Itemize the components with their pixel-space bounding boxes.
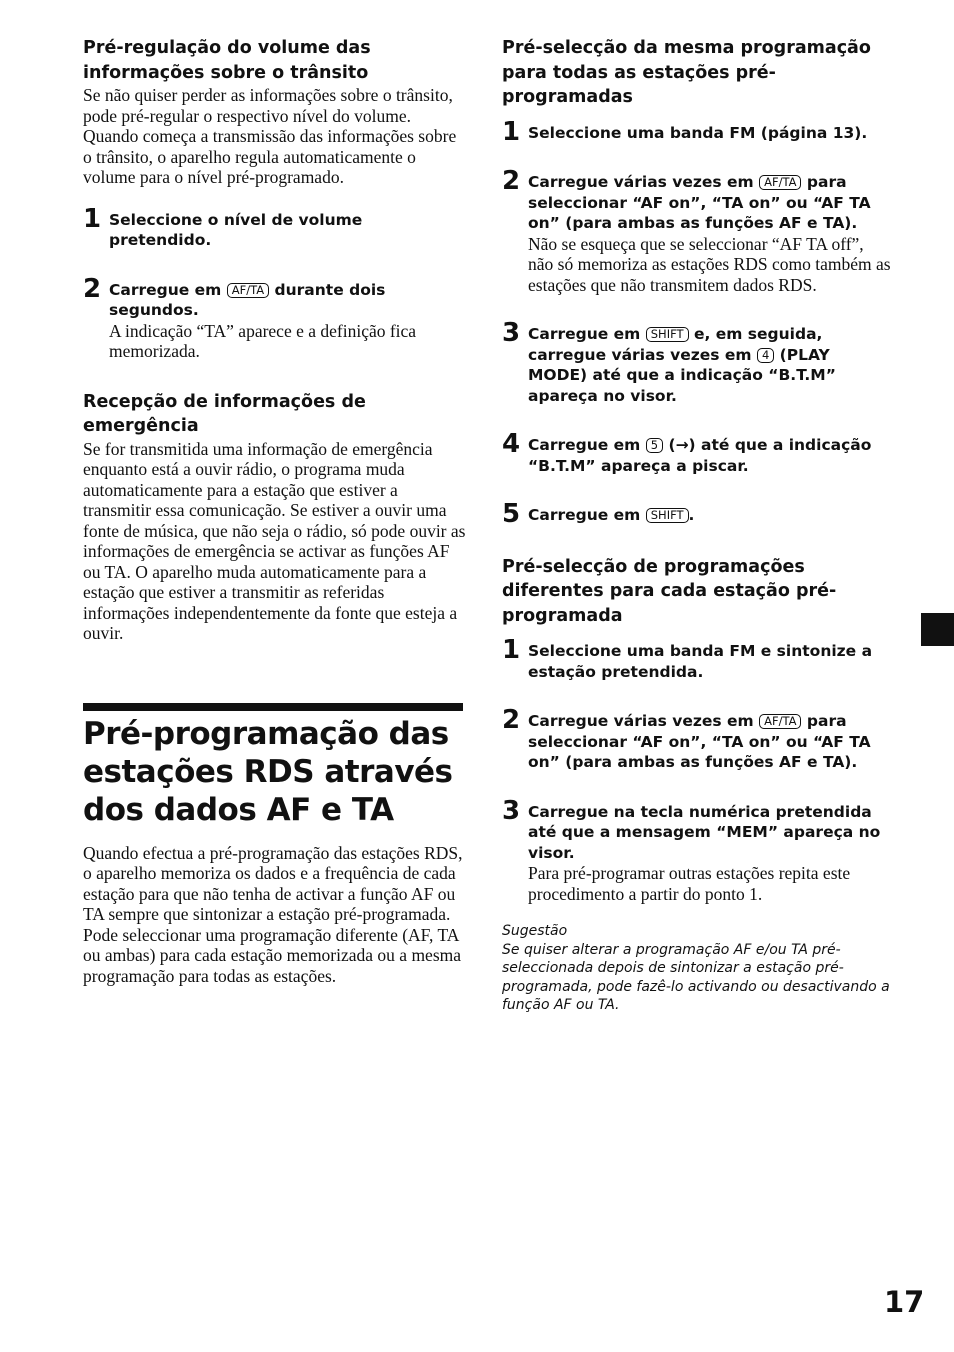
af-ta-key-icon: AF/TA bbox=[759, 714, 801, 729]
right-column bbox=[502, 36, 892, 1015]
tip-heading: Sugestão bbox=[502, 923, 568, 939]
intro-preset: Quando efectua a pré-programação das estações RDS, o aparelho memoriza os dados e a frequência de cada estação para que não tenha de activar a função AF ou TA sempre que sintonizar a estação pré-programada. Pode seleccionar uma programação diferente (AF, TA ou ambas) para cada estação memorizada ou a mesma programação para todas as estações. bbox=[83, 842, 463, 986]
tip-text: Se quiser alterar a programação AF e/ou TA pré-seleccionada depois de sintonizar a estação pré-programada, pode fazê-lo activando ou desactivando a função AF ou TA. bbox=[502, 941, 890, 1013]
step-instruction: Carregue na tecla numérica pretendida até que a mensagem “MEM” apareça no visor. bbox=[528, 802, 881, 862]
instruction-text: Carregue em bbox=[528, 436, 641, 454]
step-note: Não se esqueça que se seleccionar “AF TA off”, não só memoriza as estações RDS como também as estações que não transmitem dados RDS. bbox=[528, 233, 891, 295]
shift-key-icon: SHIFT bbox=[646, 327, 689, 342]
step-number: 1 bbox=[502, 635, 521, 665]
step-instruction bbox=[528, 172, 892, 234]
thumb-index-tab bbox=[921, 613, 954, 646]
section-heading-emergency: Recepção de informações de emergência bbox=[83, 391, 366, 436]
step-number: 2 bbox=[502, 705, 521, 735]
step-2 bbox=[502, 166, 892, 295]
section-heading-different: Pré-selecção de programações diferentes para cada estação pré-programada bbox=[502, 556, 837, 626]
step-instruction bbox=[528, 505, 892, 526]
number-key-5-icon: 5 bbox=[646, 438, 663, 453]
step-instruction: Seleccione o nível de volume pretendido. bbox=[109, 210, 363, 249]
step-number: 1 bbox=[83, 203, 102, 234]
step-note: A indicação “TA” aparece e a definição fica memorizada. bbox=[109, 320, 417, 361]
instruction-text: Carregue em bbox=[109, 280, 222, 299]
intro-emergency: Se for transmitida uma informação de emergência enquanto está a ouvir rádio, o programa muda automaticamente para a estação que estiver a transmitir essa comunicação. Se estiver a ouvir uma fonte de música, que não seja o rádio, só pode ouvir as informações de emergência se activar as funções AF ou TA. O aparelho muda automaticamente para a estação que estiver a transmitir as referidas informações independentemente da fonte que esteja a ouvir. bbox=[83, 438, 466, 643]
step-instruction bbox=[528, 711, 892, 773]
instruction-text: . bbox=[688, 506, 695, 524]
step-1 bbox=[502, 116, 892, 147]
shift-key-icon: SHIFT bbox=[646, 508, 689, 523]
left-column bbox=[83, 36, 467, 986]
instruction-text: (PLAY MODE) até que a indicação “B.T.M” apareça no visor. bbox=[528, 345, 836, 405]
step-5 bbox=[502, 499, 892, 529]
step-number: 2 bbox=[83, 273, 102, 304]
instruction-text: Carregue várias vezes em bbox=[528, 173, 754, 191]
instruction-text: (→) até que a indicação “B.T.M” apareça a piscar. bbox=[528, 436, 872, 475]
step-1 bbox=[83, 203, 467, 251]
instruction-text: para seleccionar “AF on”, “TA on” ou “AF TA on” (para ambas as funções AF e TA). bbox=[528, 712, 871, 771]
step-number: 3 bbox=[502, 318, 521, 348]
step-number: 3 bbox=[502, 795, 521, 826]
af-ta-key-icon: AF/TA bbox=[227, 283, 269, 298]
step-number: 5 bbox=[502, 499, 521, 529]
step-number: 2 bbox=[502, 166, 521, 196]
step-3 bbox=[502, 795, 892, 905]
section-title: Pré-programação das estações RDS através dos dados AF e TA bbox=[83, 715, 453, 828]
instruction-text: e, em seguida, carregue várias vezes em bbox=[528, 325, 823, 364]
section-divider bbox=[83, 703, 463, 711]
step-1 bbox=[502, 635, 892, 682]
number-key-4-icon: 4 bbox=[757, 348, 774, 363]
step-instruction bbox=[109, 280, 467, 321]
intro-volume: Se não quiser perder as informações sobre o trânsito, pode pré-regular o respectivo nível do volume. Quando começa a transmissão das informações sobre o trânsito, o aparelho regula automaticamente o volume para o nível pré-programado. bbox=[83, 85, 457, 187]
step-2 bbox=[502, 705, 892, 773]
step-instruction: Seleccione uma banda FM (página 13). bbox=[528, 123, 868, 142]
section-heading-same: Pré-selecção da mesma programação para todas as estações pré-programadas bbox=[502, 38, 871, 107]
step-instruction bbox=[528, 324, 892, 406]
instruction-text: Carregue em bbox=[528, 506, 641, 524]
instruction-text: Carregue várias vezes em bbox=[528, 712, 754, 730]
step-number: 4 bbox=[502, 429, 521, 459]
step-instruction bbox=[528, 435, 892, 476]
step-instruction: Seleccione uma banda FM e sintonize a estação pretendida. bbox=[528, 642, 873, 681]
section-heading-volume: Pré-regulação do volume das informações sobre o trânsito bbox=[83, 38, 371, 83]
step-3 bbox=[502, 318, 892, 406]
step-4 bbox=[502, 429, 892, 476]
instruction-text: para seleccionar “AF on”, “TA on” ou “AF TA on” (para ambas as funções AF e TA). bbox=[528, 173, 871, 232]
step-note: Para pré-programar outras estações repita este procedimento a partir do ponto 1. bbox=[528, 863, 851, 904]
instruction-text: Carregue em bbox=[528, 325, 641, 343]
instruction-text: durante dois segundos. bbox=[109, 280, 386, 319]
page-number: 17 bbox=[884, 1285, 925, 1319]
step-2 bbox=[83, 273, 467, 362]
step-number: 1 bbox=[502, 116, 521, 147]
af-ta-key-icon: AF/TA bbox=[759, 175, 801, 190]
